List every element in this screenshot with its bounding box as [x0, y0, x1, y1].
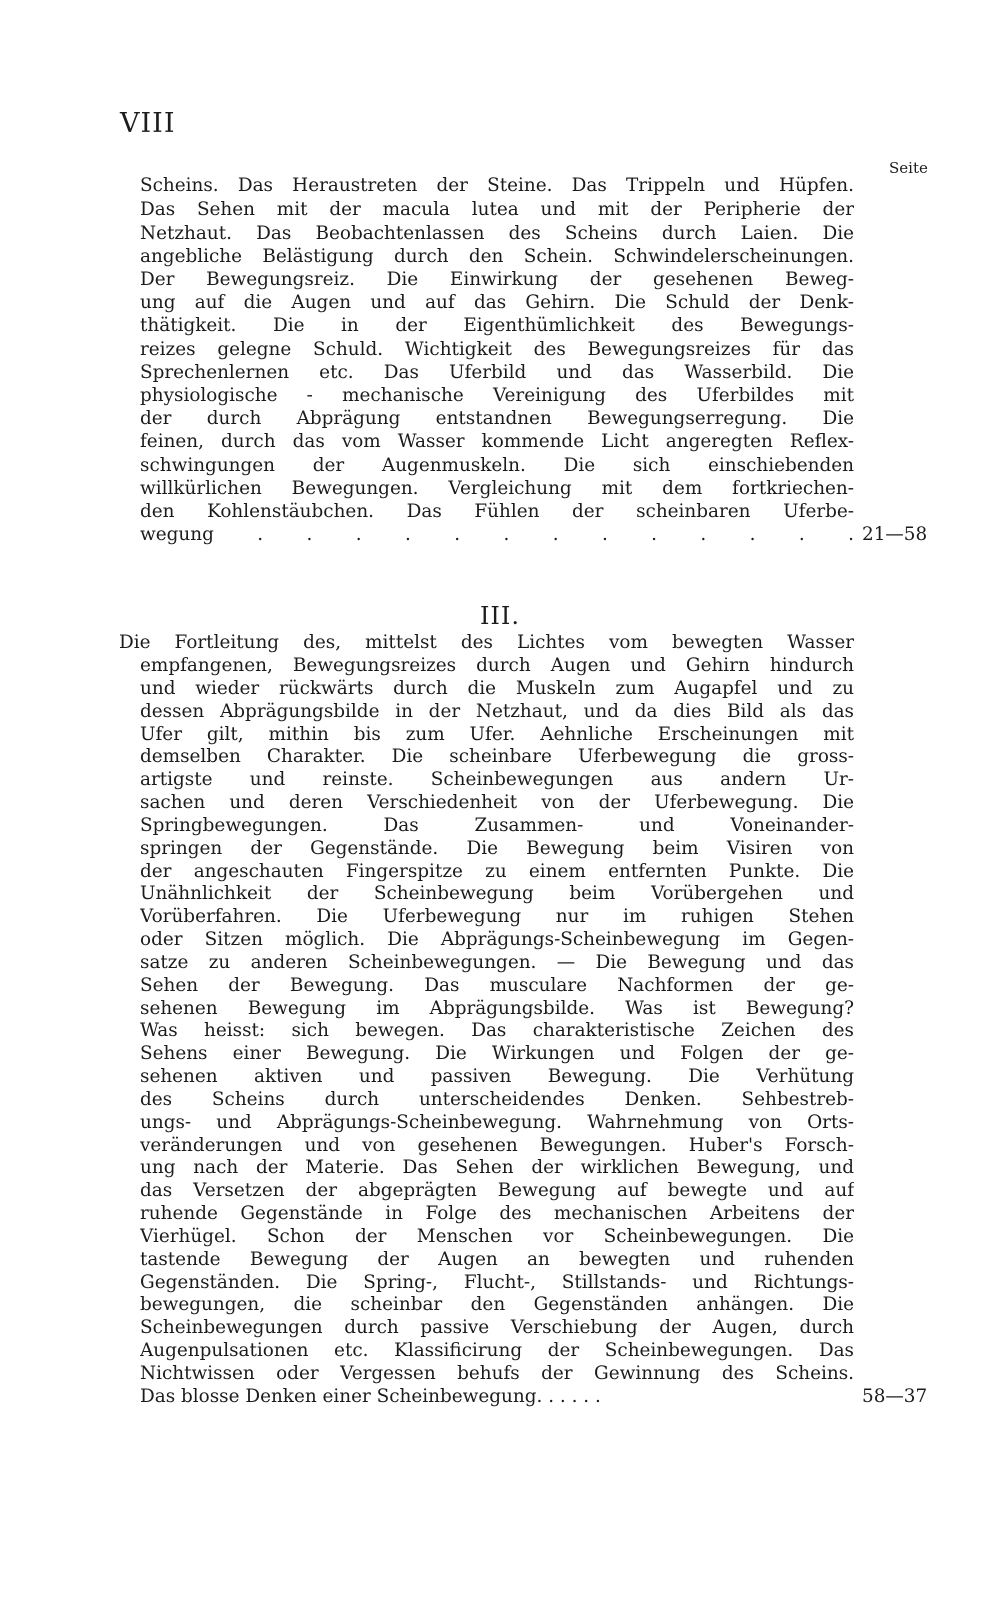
page-number: VIII [120, 108, 176, 139]
text-line: feinen, durch das vom Wasser kommende Licht angeregten Reflex- [140, 431, 854, 452]
text-line: Ufer gilt, mithin bis zum Ufer. Aehnliche Erscheinungen mit [140, 724, 854, 745]
text-line: empfangenen, Bewegungsreizes durch Augen und Gehirn hindurch [140, 655, 854, 676]
text-line: wegung . . . . . . . . . . . . . [140, 524, 854, 545]
text-line: schwingungen der Augenmuskeln. Die sich einschiebenden [140, 455, 854, 476]
text-line: satze zu anderen Scheinbewegungen. — Die Bewegung und das [140, 952, 854, 973]
text-line: Springbewegungen. Das Zusammen- und Voneinander- [140, 815, 854, 836]
text-line: willkürlichen Bewegungen. Vergleichung mit dem fortkriechen- [140, 478, 854, 499]
text-line: ungs- und Abprägungs-Scheinbewegung. Wahrnehmung von Orts- [140, 1112, 854, 1133]
text-line: Sehens einer Bewegung. Die Wirkungen und Folgen der ge- [140, 1043, 854, 1064]
text-line: artigste und reinste. Scheinbewegungen aus andern Ur- [140, 769, 854, 790]
text-line: springen der Gegenstände. Die Bewegung beim Visiren von [140, 838, 854, 859]
text-line: tastende Bewegung der Augen an bewegten und ruhenden [140, 1249, 854, 1270]
text-line: ruhende Gegenstände in Folge des mechanischen Arbeitens der [140, 1203, 854, 1224]
page-range: 58—37 [862, 1386, 928, 1407]
text-line: Was heisst: sich bewegen. Das charakteristische Zeichen des [140, 1020, 854, 1041]
text-line: das Versetzen der abgeprägten Bewegung auf bewegte und auf [140, 1180, 854, 1201]
text-line: Das Sehen mit der macula lutea und mit der Peripherie der [140, 199, 854, 220]
column-label-seite: Seite [889, 159, 928, 177]
text-line: Sprechenlernen etc. Das Uferbild und das Wasserbild. Die [140, 362, 854, 383]
text-line: und wieder rückwärts durch die Muskeln zum Augapfel und zu [140, 678, 854, 699]
text-line: dessen Abprägungsbilde in der Netzhaut, und da dies Bild als das [140, 701, 854, 722]
text-line: Der Bewegungsreiz. Die Einwirkung der gesehenen Beweg- [140, 269, 854, 290]
text-line: der durch Abprägung entstandnen Bewegungserregung. Die [140, 408, 854, 429]
text-line: reizes gelegne Schuld. Wichtigkeit des Bewegungsreizes für das [140, 339, 854, 360]
text-line: den Kohlenstäubchen. Das Fühlen der scheinbaren Uferbe- [140, 501, 854, 522]
text-line: veränderungen und von gesehenen Bewegungen. Huber's Forsch- [140, 1135, 854, 1156]
text-line: der angeschauten Fingerspitze zu einem entfernten Punkte. Die [140, 861, 854, 882]
text-line: Augenpulsationen etc. Klassificirung der Scheinbewegungen. Das [140, 1340, 854, 1361]
text-line: angebliche Belästigung durch den Schein. Schwindelerscheinungen. [140, 246, 854, 267]
text-line: thätigkeit. Die in der Eigenthümlichkeit des Bewegungs- [140, 315, 854, 336]
text-line: ung nach der Materie. Das Sehen der wirklichen Bewegung, und [140, 1157, 854, 1178]
text-line: bewegungen, die scheinbar den Gegenständen anhängen. Die [140, 1294, 854, 1315]
text-line: demselben Charakter. Die scheinbare Uferbewegung die gross- [140, 746, 854, 767]
text-line: Netzhaut. Das Beobachtenlassen des Scheins durch Laien. Die [140, 223, 854, 244]
text-line: sehenen Bewegung im Abprägungsbilde. Was ist Bewegung? [140, 998, 854, 1019]
text-line: Unähnlichkeit der Scheinbewegung beim Vorübergehen und [140, 883, 854, 904]
text-line: Sehen der Bewegung. Das musculare Nachformen der ge- [140, 975, 854, 996]
text-line: sehenen aktiven und passiven Bewegung. Die Verhütung [140, 1066, 854, 1087]
section-heading: III. [479, 602, 521, 630]
text-line: Das blosse Denken einer Scheinbewegung. . . . . . [140, 1386, 601, 1407]
text-line: Scheins. Das Heraustreten der Steine. Das Trippeln und Hüpfen. [140, 175, 854, 196]
text-line: sachen und deren Verschiedenheit von der Uferbewegung. Die [140, 792, 854, 813]
text-line: Nichtwissen oder Vergessen behufs der Gewinnung des Scheins. [140, 1363, 854, 1384]
text-line: oder Sitzen möglich. Die Abprägungs-Scheinbewegung im Gegen- [140, 929, 854, 950]
text-line: Scheinbewegungen durch passive Verschiebung der Augen, durch [140, 1317, 854, 1338]
text-line: physiologische - mechanische Vereinigung des Uferbildes mit [140, 385, 854, 406]
text-line: Gegenständen. Die Spring-, Flucht-, Stillstands- und Richtungs- [140, 1272, 854, 1293]
text-line: Vierhügel. Schon der Menschen vor Scheinbewegungen. Die [140, 1226, 854, 1247]
text-line: Die Fortleitung des, mittelst des Lichtes vom bewegten Wasser [119, 632, 854, 653]
page-range: 21—58 [862, 524, 928, 545]
text-line: des Scheins durch unterscheidendes Denken. Sehbestreb- [140, 1089, 854, 1110]
text-line: ung auf die Augen und auf das Gehirn. Die Schuld der Denk- [140, 292, 854, 313]
text-line: Vorüberfahren. Die Uferbewegung nur im ruhigen Stehen [140, 906, 854, 927]
